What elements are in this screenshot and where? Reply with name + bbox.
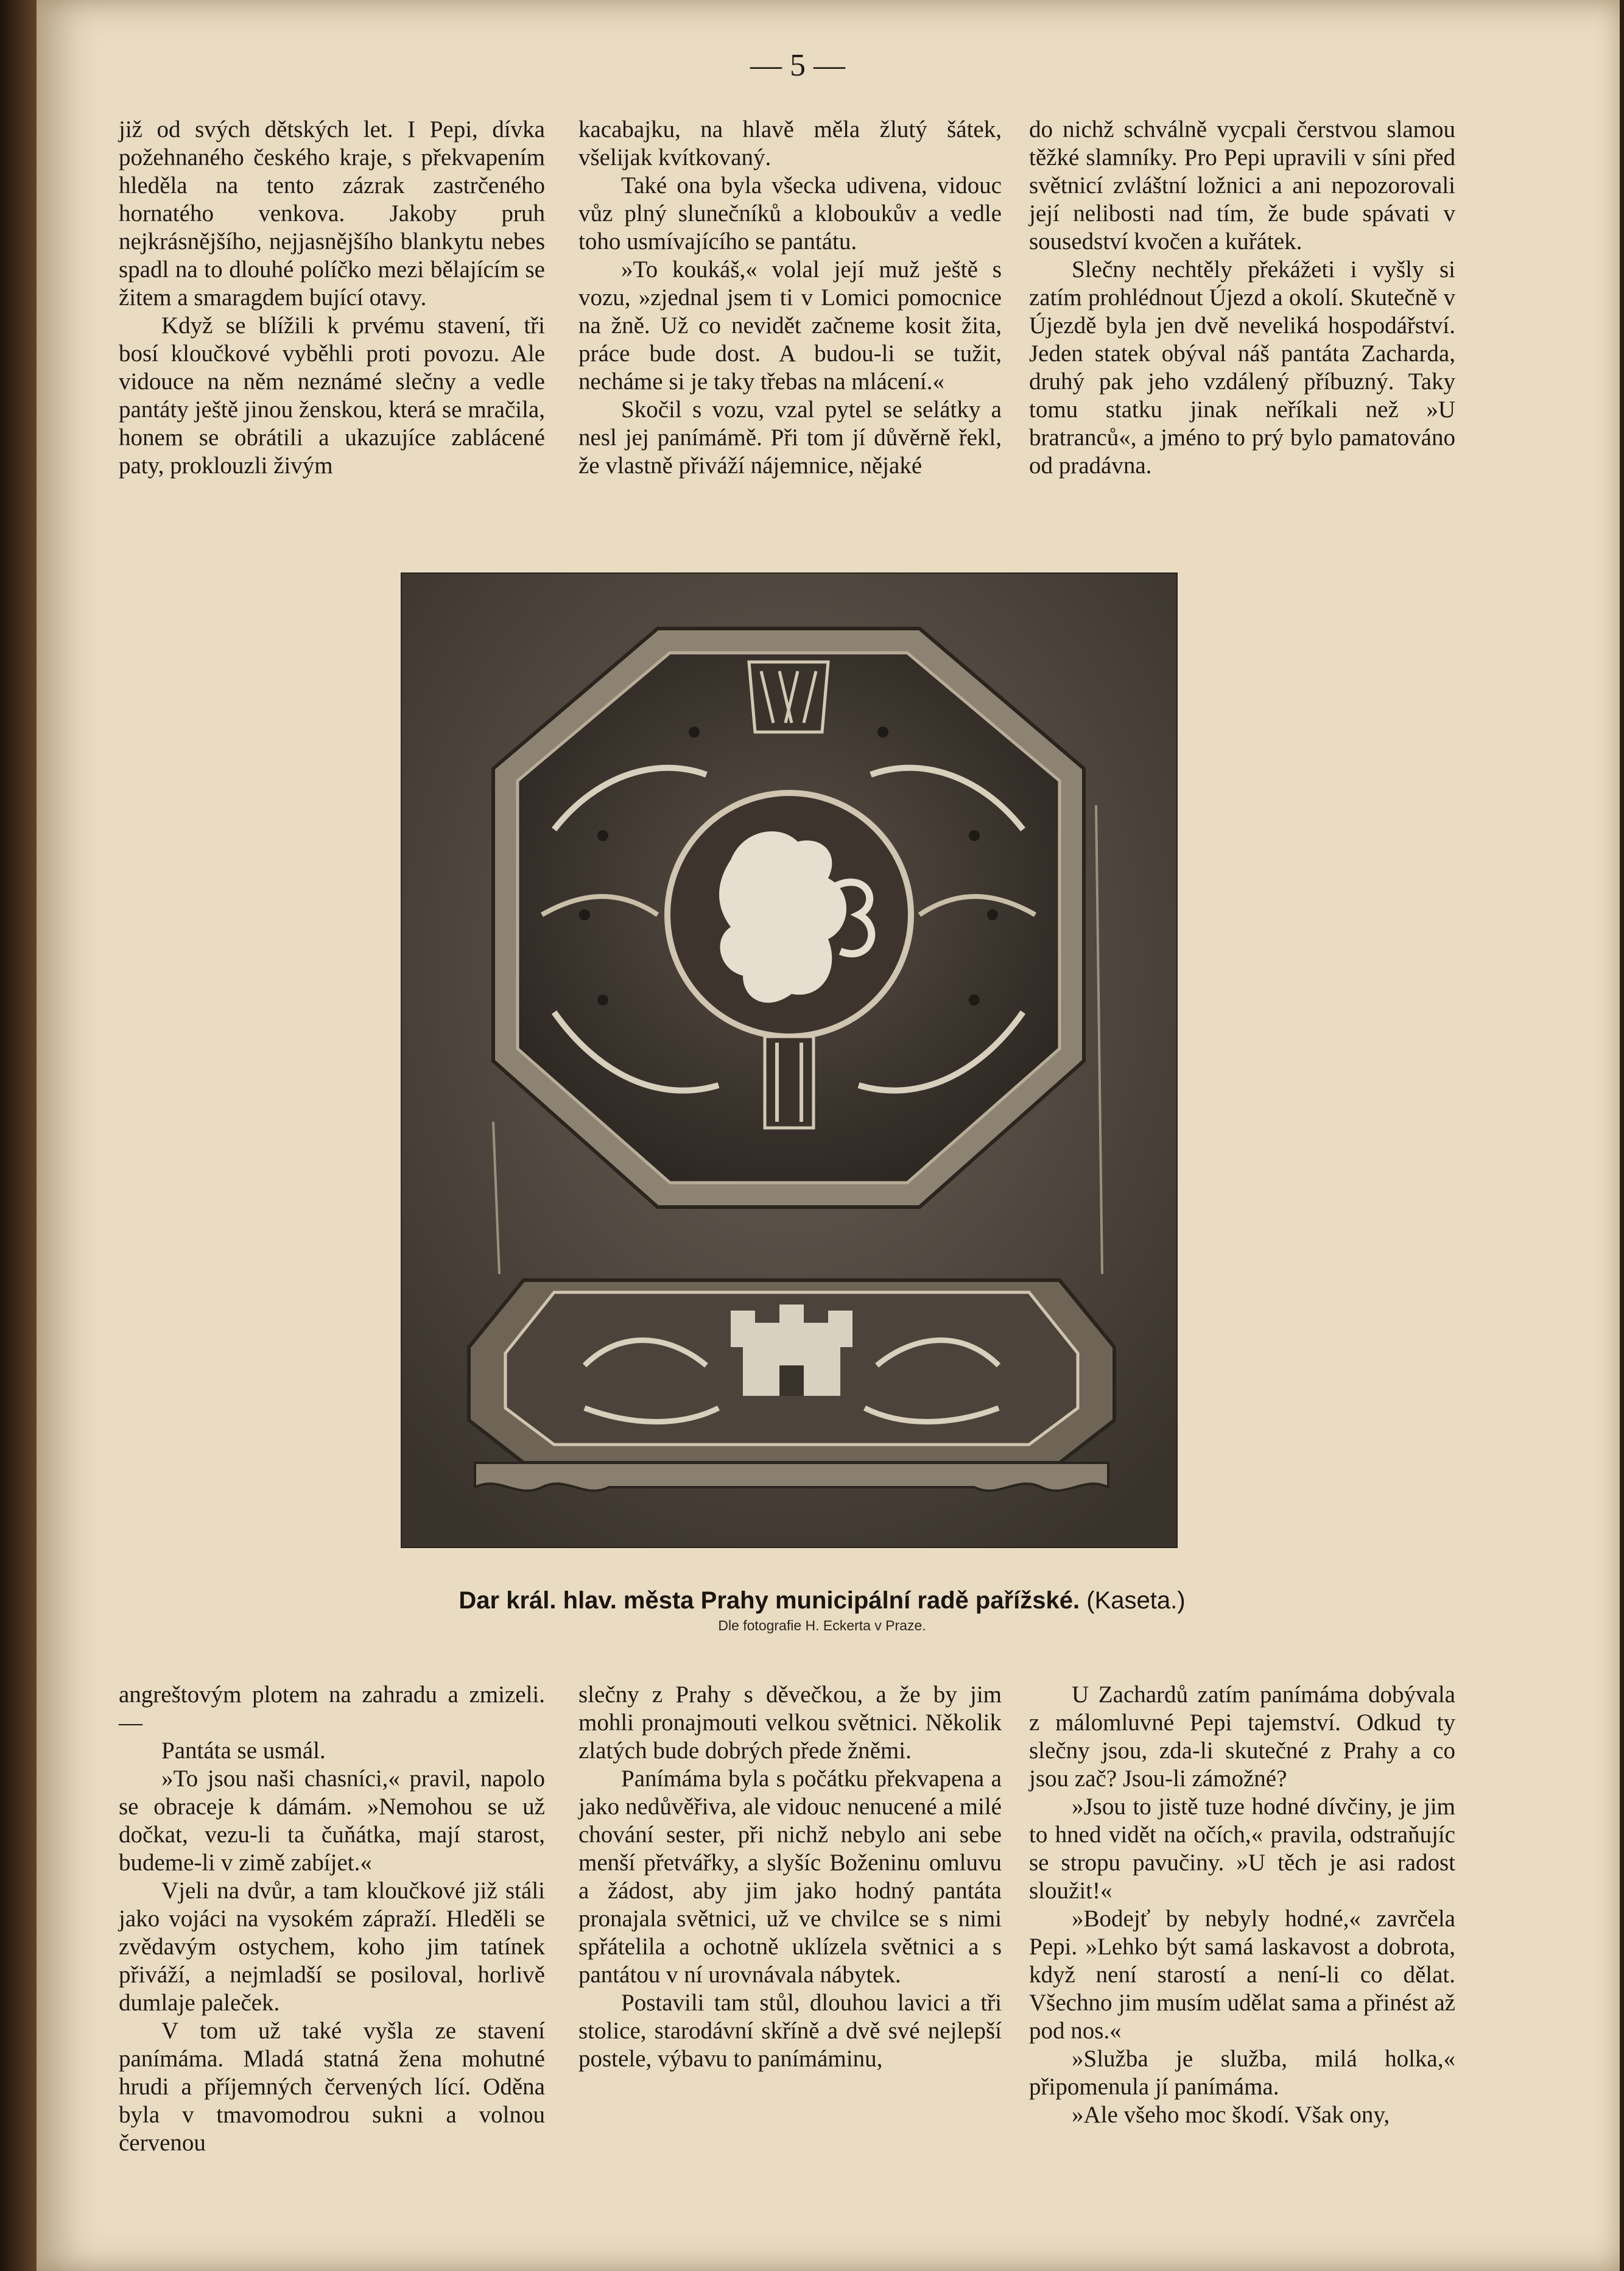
paragraph: »Ale všeho moc škodí. Však ony,	[1072, 2102, 1390, 2128]
paragraph: Když se blížili k prvému stavení, tři bosí kloučkové vyběhli proti povozu. Ale vidouce na něm neznámé slečny a vedle pantáty ještě jinou ženskou, která se mračila, honem se obrátili a ukazujíce zablácené paty, proklouzli živým	[119, 312, 545, 479]
paragraph: do nichž schválně vycpali čerstvou slamou těžké slamníky. Pro Pepi upravili v síni před světnicí zvláštní ložnici a ani nepozorovali její nelibosti nad tím, že bude spávati v sousedství kvočen a kuřátek.	[1029, 116, 1455, 255]
paragraph: Slečny nechtěly překážeti i vyšly si zatím prohlédnout Újezd a okolí. Skutečně v Újezdě byla jen dvě neveliká hospodářství. Jeden statek obýval náš pantáta Zacharda, druhý pak jeho vzdálený příbuzný. Taky tomu statku jinak neříkali než »U bratranců«, a jméno to prý bylo pamatováno od pradávna.	[1029, 256, 1455, 479]
top-column-1	[119, 116, 545, 480]
figure-caption	[183, 1587, 1461, 1614]
casket-illustration	[402, 574, 1176, 1547]
paragraph: Také ona byla všecka udivena, vidouc vůz plný slunečníků a kloboukův a vedle toho usmívajícího se pantátu.	[578, 172, 1002, 255]
page-number: — 5 —	[750, 48, 845, 83]
casket-photograph	[401, 572, 1178, 1548]
caption-note: (Kaseta.)	[1086, 1587, 1186, 1614]
photo-credit: Dle fotografie H. Eckerta v Praze.	[718, 1618, 926, 1633]
paragraph: V tom už také vyšla ze stavení panímáma. Mladá statná žena mohutné hrudi a příjemných červených lící. Oděna byla v tmavomodrou sukni a volnou červenou	[119, 2018, 545, 2156]
paragraph: Vjeli na dvůr, a tam kloučkové již stáli jako vojáci na vysokém zápraží. Hleděli se zvědavým ostychem, koho jim tatínek přiváží, a nejmladší se posiloval, horlivě dumlaje paleček.	[119, 1878, 545, 2016]
bottom-column-2	[578, 1681, 1002, 2073]
paragraph: »Bodejť by nebyly hodné,« zavrčela Pepi. »Lehko být samá laskavost a dobrota, když není starostí a není-li co dělat. Všechno jim musím udělat sama a přinést až pod nos.«	[1029, 1906, 1455, 2044]
paragraph: U Zachardů zatím panímáma dobývala z málomluvné Pepi tajemství. Odkud ty slečny jsou, zda-li skutečné z Prahy a co jsou zač? Jsou-li zámožné?	[1029, 1681, 1455, 1792]
paragraph: již od svých dětských let. I Pepi, dívka požehnaného českého kraje, s překvapením hleděla na tento zázrak zastrčeného hornatého venkova. Jakoby pruh nejkrásnějšího, nejjasnějšího blankytu nebes spadl na to dlouhé políčko mezi bělajícím se žitem a smaragdem bující otavy.	[119, 116, 545, 311]
paragraph: kacabajku, na hlavě měla žlutý šátek, všelijak kvítkovaný.	[578, 116, 1002, 171]
paragraph: Skočil s vozu, vzal pytel se selátky a nesl jej panímámě. Při tom jí důvěrně řekl, že vlastně přiváží nájemnice, nějaké	[578, 396, 1002, 479]
bottom-column-3	[1029, 1681, 1455, 2129]
paragraph: »To koukáš,« volal její muž ještě s vozu, »zjednal jsem ti v Lomici pomocnice na žně. Už co nevidět začneme kosit žita, práce bude dost. A budou-li se tužit, necháme si je taky třebas na mlácení.«	[578, 256, 1002, 395]
caption-main: Dar král. hlav. města Prahy municipální radě pařížské.	[459, 1587, 1080, 1614]
paragraph: Postavili tam stůl, dlouhou lavici a tři stolice, starodávní skříně a dvě své nejlepší postele, výbavu to panímáminu,	[578, 1990, 1002, 2072]
paragraph: »Jsou to jistě tuze hodné dívčiny, je jim to hned vidět na očích,« pravila, odstraňujíc se stropu pavučiny. »U těch je asi radost sloužit!«	[1029, 1794, 1455, 1904]
top-column-3	[1029, 116, 1455, 480]
paragraph: »To jsou naši chasníci,« pravil, napolo se obraceje k dámám. »Nemohou se už dočkat, vezu-li ta čuňátka, mají starost, budeme-li v zimě zabíjet.«	[119, 1766, 545, 1876]
top-column-2	[578, 116, 1002, 480]
paragraph: »Služba je služba, milá holka,« připomenula jí panímáma.	[1029, 2046, 1455, 2100]
paragraph: Panímáma byla s počátku překvapena a jako nedůvěřiva, ale vidouc nenucené a milé chování sester, při nichž nebylo ani sebe menší přetvářky, a slyšíc Boženinu omluvu a žádost, aby jim jako hodný pantáta pronajala světnici, už ve chvilce se s nimi spřátelila a ochotně uklízela světnici a s pantátou v ní urovnávala nábytek.	[578, 1766, 1002, 1988]
paragraph: angreštovým plotem na zahradu a zmizeli. —	[119, 1681, 545, 1736]
paragraph: Pantáta se usmál.	[161, 1738, 326, 1764]
bottom-column-1	[119, 1681, 545, 2157]
paragraph: slečny z Prahy s děvečkou, a že by jim mohli pronajmouti velkou světnici. Několik zlatých bude dobrých přede žněmi.	[578, 1681, 1002, 1764]
